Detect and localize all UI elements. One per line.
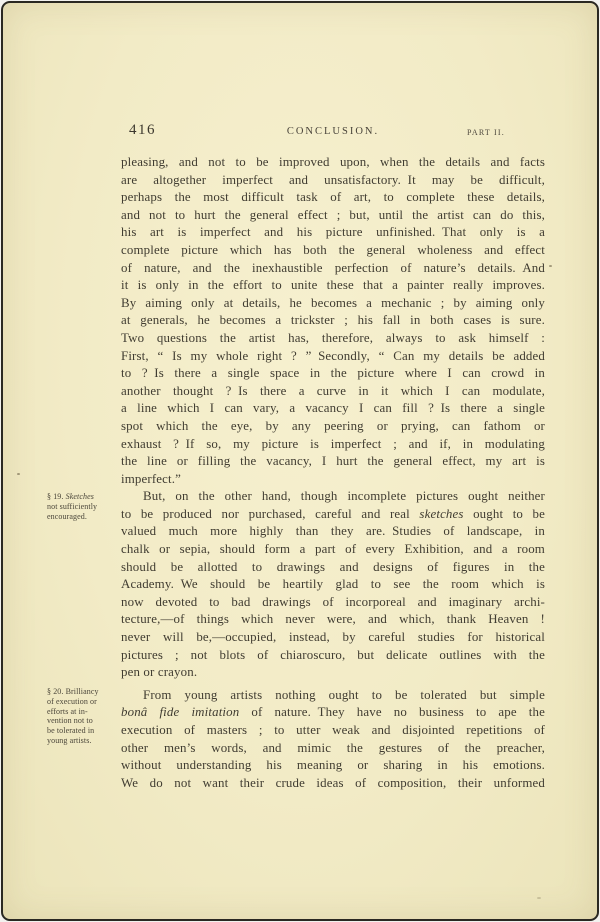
- text-line: should be allotted to drawings and designs of figures in the: [121, 559, 545, 574]
- text-line: to be produced nor purchased, careful and real sketches ought to be: [121, 506, 545, 521]
- text-line: a line which I can vary, a vacancy I can fill ? Is there a single: [121, 401, 545, 416]
- margin-note-line: encouraged.: [47, 511, 87, 521]
- text-line: exhaust ? If so, my picture is imperfect ; and if, in modulating: [121, 436, 545, 451]
- part-label: PART II.: [466, 128, 505, 137]
- text-line: his art is imperfect and his picture unfinished. That only is a: [121, 225, 545, 240]
- text-line: are altogether imperfect and unsatisfactory. It may be difficult,: [121, 172, 545, 187]
- margin-note-line: § 20. Brilliancy: [47, 687, 99, 696]
- margin-note-20: [47, 687, 117, 746]
- text-line: pleasing, and not to be improved upon, when the details and facts: [121, 155, 545, 169]
- text-line: Two questions the artist has, therefore, always to ask himself :: [121, 330, 545, 345]
- margin-note-line: of execution or: [47, 696, 97, 706]
- text-line: perhaps the most difficult task of art, to complete these details,: [121, 190, 545, 205]
- text-line: imperfect.”: [121, 471, 181, 486]
- text-line: pictures ; not blots of chiaroscuro, but delicate outlines with the: [121, 647, 545, 662]
- margin-note-line: efforts at in-: [47, 706, 88, 716]
- paragraph: [121, 488, 545, 682]
- scan-speck: [549, 265, 552, 267]
- text-line: bonâ fide imitation of nature. They have no business to ape the: [121, 705, 545, 720]
- text-line: chalk or sepia, should form a part of every Exhibition, and a room: [121, 542, 545, 557]
- text-line: By aiming only at details, he becomes a mechanic ; by aiming only: [121, 295, 545, 310]
- scan-speck: [537, 897, 541, 899]
- text-line: the line or filling the vacancy, I hurt the general effect, my art is: [121, 454, 545, 469]
- text-line: to ? Is there a single space in the picture where I can crowd in: [121, 366, 545, 381]
- margin-note-line: be tolerated in: [47, 726, 95, 736]
- text-line: valued much more highly than they are. Studies of landscape, in: [121, 524, 545, 539]
- text-line: Academy. We should be heartily glad to see the room which is: [121, 577, 545, 592]
- text-line: From young artists nothing ought to be tolerated but simple: [143, 687, 545, 702]
- text-line: But, on the other hand, though incomplete pictures ought neither: [143, 489, 545, 504]
- paragraph: [121, 687, 545, 793]
- text-line: now devoted to bad drawings of incorporeal and imaginary archi-: [121, 594, 545, 609]
- text-line: spot which the eye, by any peering or prying, can fathom or: [121, 418, 545, 433]
- text-line: pen or crayon.: [121, 665, 198, 680]
- text-line: We do not want their crude ideas of composition, their unformed: [121, 775, 545, 790]
- text-line: it is only in the effort to unite these that a painter really improves.: [121, 278, 545, 293]
- text-line: never will be,—occupied, instead, by careful studies for historical: [121, 630, 545, 645]
- text-line: at generals, he becomes a trickster ; his fall in both cases is sure.: [121, 313, 545, 328]
- margin-note-19: [47, 492, 117, 521]
- text-line: other men’s words, and mimic the gestures of the preacher,: [121, 740, 545, 755]
- text-line: First, “ Is my whole right ? ” Secondly, “ Can my details be added: [121, 348, 545, 363]
- text-line: and not to hurt the general effect ; but, until the artist can do this,: [121, 207, 545, 222]
- margin-note-line: § 19. Sketches: [47, 492, 94, 501]
- text-line: complete picture which has both the general wholeness and effect: [121, 242, 545, 257]
- page-number: 416: [129, 122, 156, 138]
- running-title: CONCLUSION.: [286, 126, 380, 137]
- main-text: [121, 154, 545, 792]
- text-line: tecture,—of things which never were, and which, thank Heaven !: [121, 612, 545, 627]
- text-line: execution of masters ; to utter weak and disjointed repetitions of: [121, 723, 545, 737]
- margin-note-line: vention not to: [47, 716, 93, 726]
- text-line: another thought ? Is there a curve in it which I can modulate,: [121, 383, 545, 398]
- margin-note-line: not sufficiently: [47, 501, 98, 511]
- page-surface: [1, 1, 599, 921]
- page-header: [121, 122, 545, 142]
- paragraph: [121, 154, 545, 488]
- text-line: without understanding his meaning or sharing in his emotions.: [121, 758, 545, 773]
- margin-note-line: young artists.: [47, 735, 92, 745]
- scan-speck: [17, 473, 20, 475]
- text-line: of nature, and the inexhaustible perfection of nature’s details. And: [121, 260, 545, 275]
